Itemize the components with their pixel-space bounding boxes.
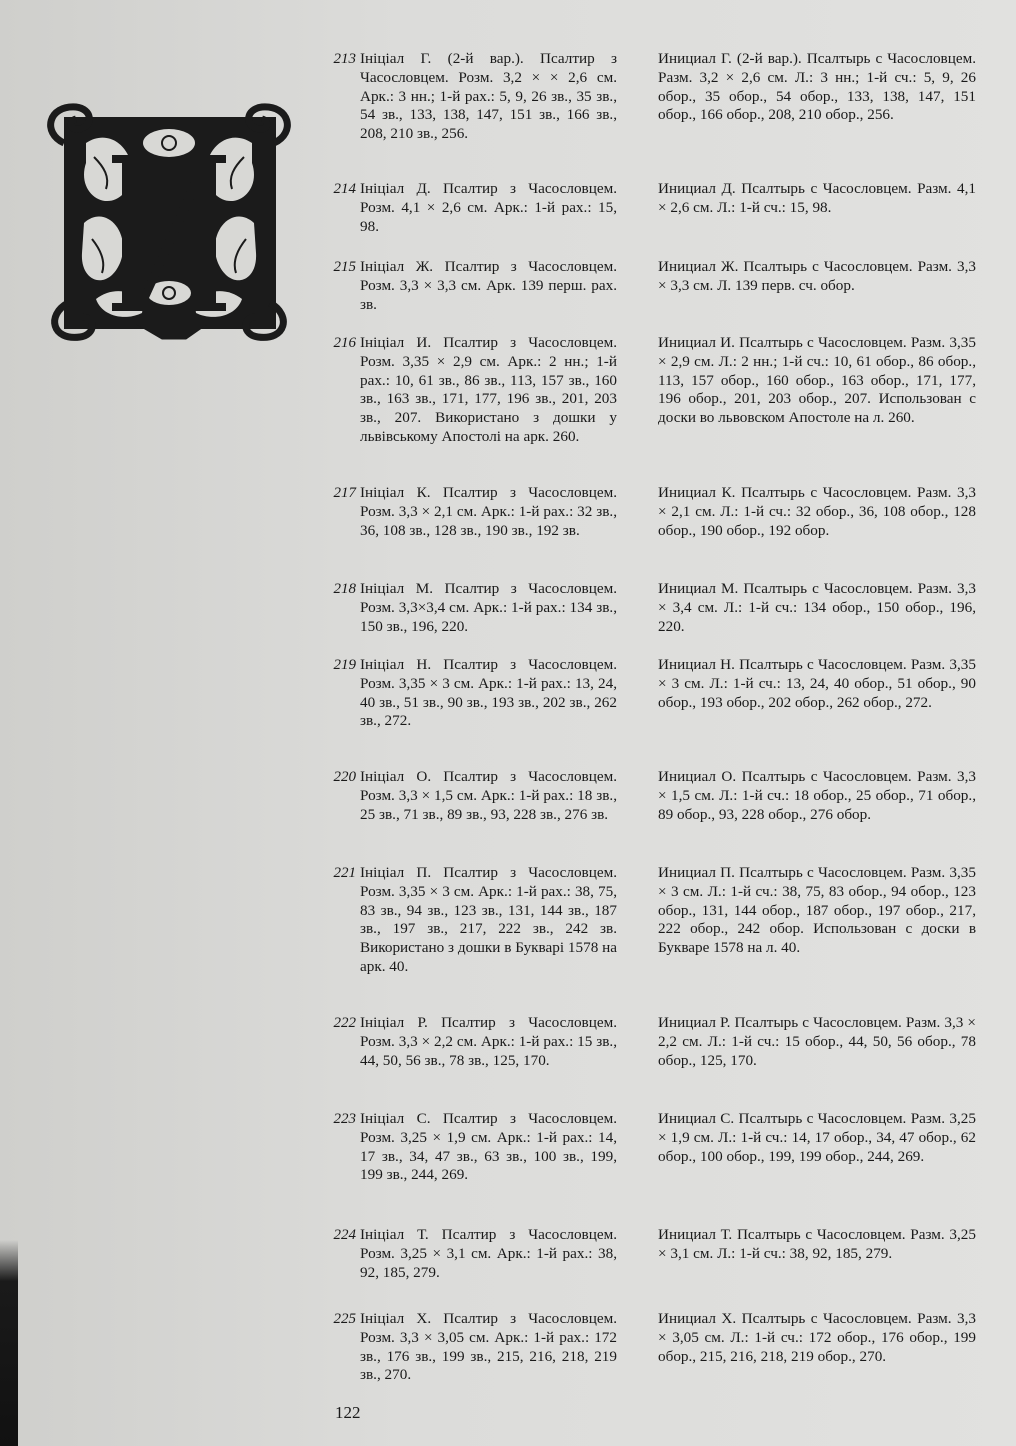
entry-text-russian: Инициал Н. Псалтырь с Часословцем. Разм. 3,35 × 3 см. Л.: 1-й сч.: 13, 24, 40 обор., 51 обор., 90 обор., 193 обор., 202 обор., 262 обор., 272. (658, 656, 976, 711)
entry-text-ukrainian: Ініціал Х. Псалтир з Часословцем. Розм. 3,3 × 3,05 см. Арк.: 1-й рах.: 172 зв., 176 зв., 199 зв., 215, 216, 218, 219 зв., 270. (360, 1310, 617, 1384)
entry-text-russian: Инициал О. Псалтырь с Часословцем. Разм. 3,3 × 1,5 см. Л.: 1-й сч.: 18 обор., 25 обор., 71 обор., 89 обор., 93, 228 обор., 276 обор. (658, 768, 976, 823)
entry-number: 215 (333, 259, 356, 275)
entry-number: 219 (333, 657, 356, 673)
entry-text-ukrainian: Ініціал Ж. Псалтир з Часословцем. Розм. 3,3 × 3,3 см. Арк. 139 перш. рах. зв. (360, 258, 617, 313)
entry-text-russian: Инициал К. Псалтырь с Часословцем. Разм. 3,3 × 2,1 см. Л.: 1-й сч.: 32 обор., 36, 108 обор., 128 обор., 190 обор., 192 обор. (658, 484, 976, 539)
entry-number: 222 (333, 1015, 356, 1031)
entry-number: 224 (333, 1227, 356, 1243)
entry-number: 213 (333, 51, 356, 67)
entry-text-ukrainian: Ініціал К. Псалтир з Часословцем. Розм. 3,3 × 2,1 см. Арк.: 1-й рах.: 32 зв., 36, 108 зв., 128 зв., 190 зв., 192 зв. (360, 484, 617, 539)
entry-text-russian: Инициал Т. Псалтырь с Часословцем. Разм. 3,25 × 3,1 см. Л.: 1-й сч.: 38, 92, 185, 279. (658, 1226, 976, 1262)
entry-number: 220 (333, 769, 356, 785)
entry-text-russian: Инициал Р. Псалтырь с Часословцем. Разм. 3,3 × 2,2 см. Л.: 1-й сч.: 15 обор., 44, 50, 56 обор., 78 обор., 125, 170. (658, 1014, 976, 1069)
entry-number: 214 (333, 181, 356, 197)
entry-number: 218 (333, 581, 356, 597)
entry-text-russian: Инициал И. Псалтырь с Часословцем. Разм. 3,35 × 2,9 см. Л.: 2 нн.; 1-й сч.: 10, 61 обор., 86 обор., 113, 157 обор., 160 обор., 163 обор., 171, 177, 196 обор., 201, 203 обор., 207. Использован с доски во львовском Апостоле на л. 260. (658, 334, 976, 427)
entry-text-ukrainian: Ініціал С. Псалтир з Часословцем. Розм. 3,25 × 1,9 см. Арк.: 1-й рах.: 14, 17 зв., 34, 47 зв., 63 зв., 100 зв., 199, 199 зв., 244, 269. (360, 1110, 617, 1184)
entry-text-ukrainian: Ініціал Д. Псалтир з Часословцем. Розм. 4,1 × 2,6 см. Арк.: 1-й рах.: 15, 98. (360, 180, 617, 235)
entry-text-ukrainian: Ініціал П. Псалтир з Часословцем. Розм. 3,35 × 3 см. Арк.: 1-й рах.: 38, 75, 83 зв., 94 зв., 123 зв., 131, 144 зв., 187 зв., 197 зв., 217, 222 зв., 242 зв. Використано з дошки в Букварі 1578 на арк. 40. (360, 864, 617, 975)
entry-text-ukrainian: Ініціал Н. Псалтир з Часословцем. Розм. 3,35 × 3 см. Арк.: 1-й рах.: 13, 24, 40 зв., 51 зв., 90 зв., 193 зв., 202 зв., 262 зв., 272. (360, 656, 617, 730)
entry-text-ukrainian: Ініціал О. Псалтир з Часословцем. Розм. 3,3 × 1,5 см. Арк.: 1-й рах.: 18 зв., 25 зв., 71 зв., 89 зв., 93, 228 зв., 276 зв. (360, 768, 617, 823)
entry-text-russian: Инициал Ж. Псалтырь с Часословцем. Разм. 3,3 × 3,3 см. Л. 139 перв. сч. обор. (658, 258, 976, 294)
entry-text-russian: Инициал С. Псалтырь с Часословцем. Разм. 3,25 × 1,9 см. Л.: 1-й сч.: 14, 17 обор., 34, 47 обор., 62 обор., 100 обор., 199, 199 обор., 244, 269. (658, 1110, 976, 1165)
entry-number: 225 (333, 1311, 356, 1327)
entry-number: 221 (333, 865, 356, 881)
entry-text-russian: Инициал П. Псалтырь с Часословцем. Разм. 3,35 × 3 см. Л.: 1-й сч.: 38, 75, 83 обор., 94 обор., 123 обор., 131, 144 обор., 187 обор., 197 обор., 217, 222 обор., 242 обор. Использован с доски в Букваре 1578 на л. 40. (658, 864, 976, 957)
entry-number: 217 (333, 485, 356, 501)
entry-number: 216 (333, 335, 356, 351)
entry-text-ukrainian: Ініціал М. Псалтир з Часословцем. Розм. 3,3×3,4 см. Арк.: 1-й рах.: 134 зв., 150 зв., 196, 220. (360, 580, 617, 635)
page-edge-shadow (0, 1240, 18, 1446)
entry-text-russian: Инициал Г. (2-й вар.). Псалтырь с Часословцем. Разм. 3,2 × 2,6 см. Л.: 3 нн.; 1-й сч.: 5, 9, 26 обор., 35 обор., 54 обор., 133, 138, 147, 151 обор., 166 обор., 208, 210 обор., 256. (658, 50, 976, 124)
entry-text-russian: Инициал М. Псалтырь с Часословцем. Разм. 3,3 × 3,4 см. Л.: 1-й сч.: 134 обор., 150 обор., 196, 220. (658, 580, 976, 635)
entry-number: 223 (333, 1111, 356, 1127)
entry-text-russian: Инициал Х. Псалтырь с Часословцем. Разм. 3,3 × 3,05 см. Л.: 1-й сч.: 172 обор., 176 обор., 199 обор., 215, 216, 218, 219 обор., 270. (658, 1310, 976, 1365)
page-number: 122 (335, 1403, 361, 1422)
entry-text-ukrainian: Ініціал Р. Псалтир з Часословцем. Розм. 3,3 × 2,2 см. Арк.: 1-й рах.: 15 зв., 44, 50, 56 зв., 78 зв., 125, 170. (360, 1014, 617, 1069)
entry-text-ukrainian: Ініціал Г. (2-й вар.). Псалтир з Часословцем. Розм. 3,2 × × 2,6 см. Арк.: 3 нн.; 1-й рах.: 5, 9, 26 зв., 35 зв., 54 зв., 133, 138, 147, 151 зв., 166 зв., 208, 210 зв., 256. (360, 50, 617, 143)
entry-text-ukrainian: Ініціал Т. Псалтир з Часословцем. Розм. 3,25 × 3,1 см. Арк.: 1-й рах.: 38, 92, 185, 279. (360, 1226, 617, 1281)
entry-text-russian: Инициал Д. Псалтырь с Часословцем. Разм. 4,1 × 2,6 см. Л.: 1-й сч.: 15, 98. (658, 180, 976, 216)
entry-text-ukrainian: Ініціал И. Псалтир з Часословцем. Розм. 3,35 × 2,9 см. Арк.: 2 нн.; 1-й рах.: 10, 61 зв., 86 зв., 113, 157 зв., 160 зв., 163 зв., 171, 177, 196 зв., 201, 203 зв., 207. Використано з дошки у львівському Апостолі на арк. 260. (360, 334, 617, 445)
ornamental-initial-image (46, 103, 292, 343)
